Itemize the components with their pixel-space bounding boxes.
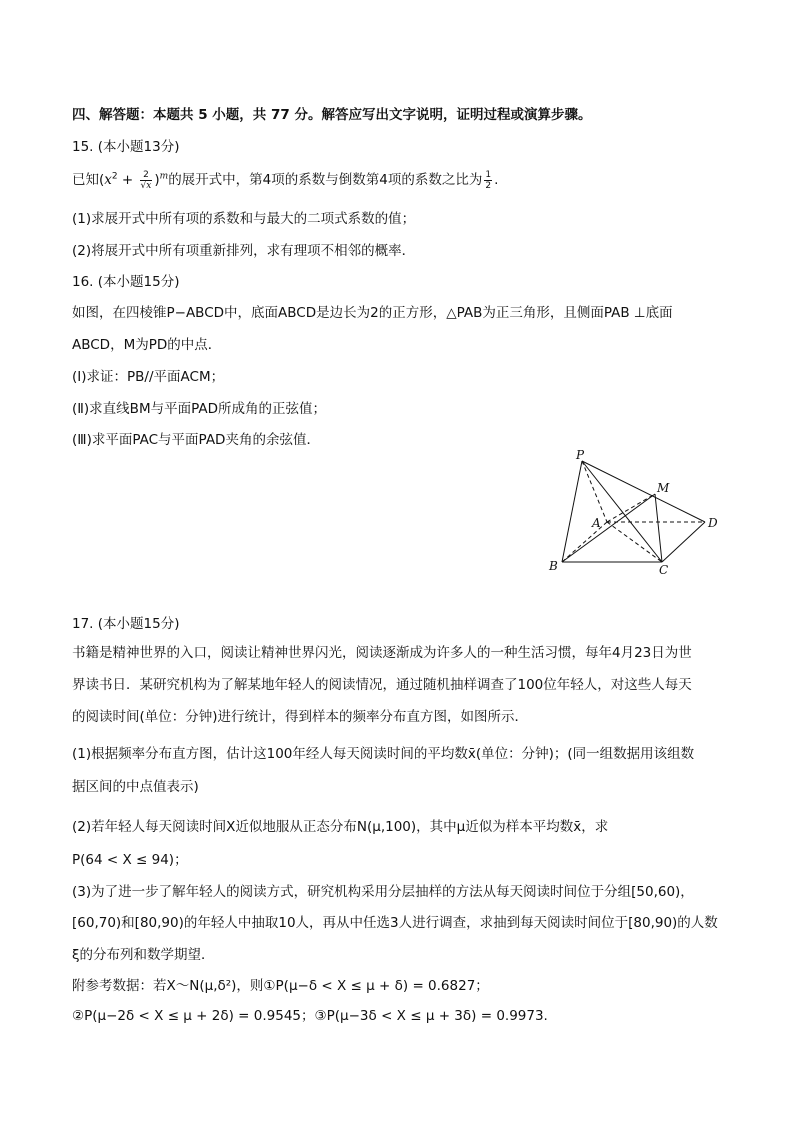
q16-part1: (Ⅰ)求证：PB//平面ACM； bbox=[72, 369, 225, 385]
edge-AM bbox=[607, 494, 655, 522]
q15-stem-a: 已知( bbox=[72, 172, 105, 188]
label-P: P bbox=[576, 448, 585, 462]
q15-ratio bbox=[484, 170, 492, 191]
section-heading: 四、解答题：本题共 5 小题，共 77 分。解答应写出文字说明，证明过程或演算步骤。 bbox=[72, 107, 592, 123]
label-C: C bbox=[659, 563, 669, 577]
q16-stem-line2: ABCD，M为PD的中点． bbox=[72, 337, 222, 353]
edge-MC bbox=[655, 494, 662, 562]
q17-part3-line2: [60,70)和[80,90)的年轻人中抽取10人，再从中任选3人进行调查，求抽到每天阅读时间位于[80,90)的人数 bbox=[72, 915, 718, 931]
q16-stem-line1: 如图，在四棱锥P−ABCD中，底面ABCD是边长为2的正方形，△PAB为正三角形，且侧面PAB ⊥底面 bbox=[72, 305, 673, 321]
q17-label: 17. (本小题15分) bbox=[72, 616, 180, 632]
q16-part3: (Ⅲ)求平面PAC与平面PAD夹角的余弦值． bbox=[72, 432, 320, 448]
q15-ratio-den: 2 bbox=[485, 180, 492, 191]
q17-part2-line1: (2)若年轻人每天阅读时间X近似地服从正态分布N(μ,100)，其中μ近似为样本平均数x̄，求 bbox=[72, 819, 609, 835]
q15-stem-b: 的展开式中，第4项的系数与倒数第4项的系数之比为 bbox=[168, 172, 483, 188]
edge-BM bbox=[562, 494, 655, 562]
q16-label: 16. (本小题15分) bbox=[72, 274, 180, 290]
q17-part3-line3: ξ的分布列和数学期望． bbox=[72, 947, 215, 963]
label-B: B bbox=[549, 559, 558, 573]
label-A: A bbox=[592, 516, 601, 530]
edge-PA bbox=[582, 461, 607, 522]
label-M: M bbox=[657, 481, 670, 495]
q15-part2: (2)将展开式中所有项重新排列，求有理项不相邻的概率． bbox=[72, 243, 416, 259]
q15-label: 15. (本小题13分) bbox=[72, 139, 180, 155]
edge-CD bbox=[662, 522, 705, 562]
q15-exp2: 2 bbox=[111, 171, 118, 182]
q15-part1: (1)求展开式中所有项的系数和与最大的二项式系数的值； bbox=[72, 211, 416, 227]
q16-part2: (Ⅱ)求直线BM与平面PAD所成角的正弦值； bbox=[72, 401, 326, 417]
q17-intro-line2: 界读书日．某研究机构为了解某地年轻人的阅读情况，通过随机抽样调查了100位年轻人，对这些人每天 bbox=[72, 677, 692, 693]
q15-ratio-num: 1 bbox=[485, 169, 492, 180]
q15-x: x bbox=[104, 172, 112, 188]
q17-part1-line1: (1)根据频率分布直方图，估计这100年经人每天阅读时间的平均数x̄(单位：分钟)；(同一组数据用该组数 bbox=[72, 746, 695, 762]
q17-part1-line2: 据区间的中点值表示) bbox=[72, 779, 199, 795]
label-D: D bbox=[708, 516, 718, 530]
q15-fraction bbox=[140, 170, 153, 191]
q15-stem bbox=[72, 168, 498, 191]
q17-part2-line2: P(64 < X ≤ 94)； bbox=[72, 852, 188, 868]
q17-reference-line2: ②P(μ−2δ < X ≤ μ + 2δ) = 0.9545；③P(μ−3δ < X ≤ μ + 3δ) = 0.9973. bbox=[72, 1008, 548, 1024]
pyramid-figure bbox=[545, 448, 725, 578]
q15-stem-end: . bbox=[494, 172, 499, 188]
q17-part3-line1: (3)为了进一步了解年轻人的阅读方式，研究机构采用分层抽样的方法从每天阅读时间位于分组[50,60)， bbox=[72, 884, 694, 900]
pyramid-diagram bbox=[545, 448, 725, 578]
q17-intro-line1: 书籍是精神世界的入口，阅读让精神世界闪光，阅读逐渐成为许多人的一种生活习惯，每年4月23日为世 bbox=[72, 645, 692, 661]
q15-close: ) bbox=[154, 172, 160, 188]
q17-reference-line1: 附参考数据：若X～N(μ,δ²)，则①P(μ−δ < X ≤ μ + δ) = 0.6827； bbox=[72, 978, 489, 994]
q15-exp-m: m bbox=[159, 171, 169, 182]
q15-plus: + bbox=[117, 172, 138, 188]
edge-PC bbox=[582, 461, 662, 562]
edge-PD bbox=[582, 461, 705, 522]
q15-frac-den: √x bbox=[140, 180, 152, 191]
q15-frac-num: 2 bbox=[140, 170, 153, 181]
q17-intro-line3: 的阅读时间(单位：分钟)进行统计，得到样本的频率分布直方图，如图所示． bbox=[72, 709, 529, 725]
